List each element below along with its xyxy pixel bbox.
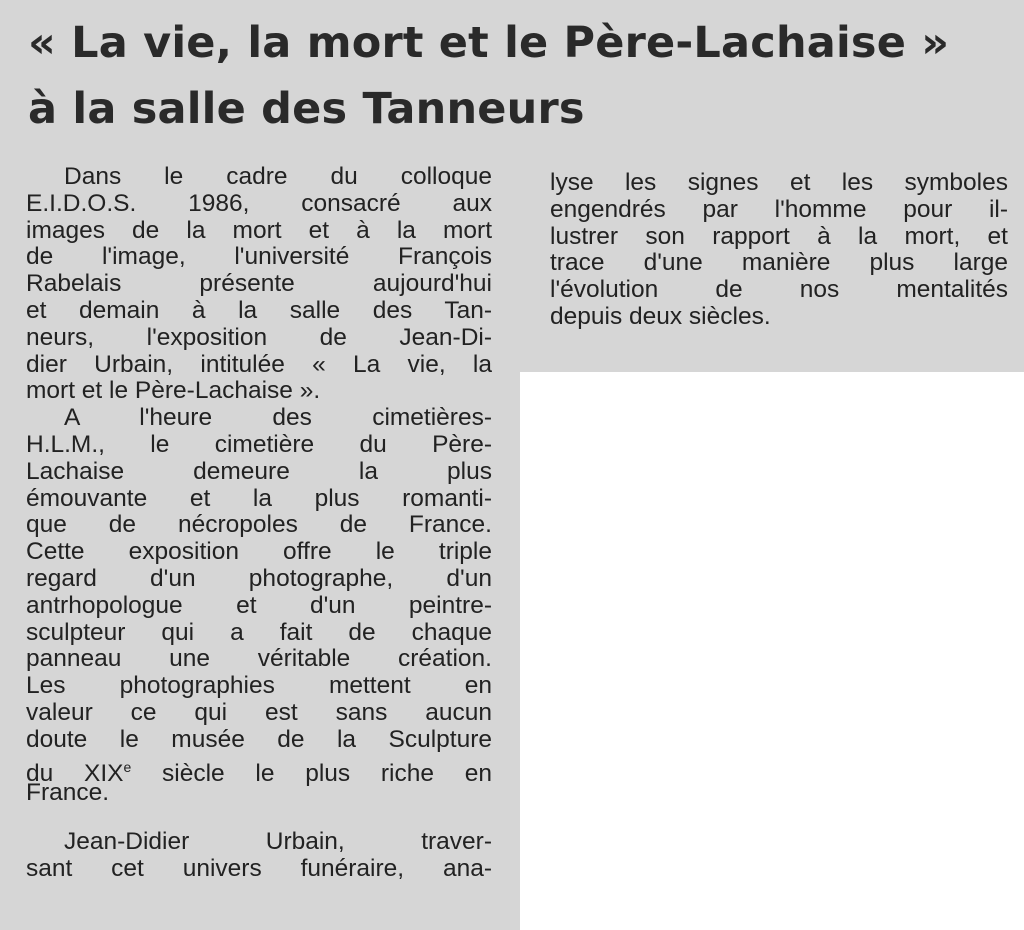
text-line: doute le musée de la Sculpture xyxy=(26,725,492,753)
text-line: panneau une véritable création. xyxy=(26,645,492,673)
xix-numeral: du XIX xyxy=(26,759,124,787)
text-line: lustrer son rapport à la mort, et xyxy=(550,222,1008,250)
text-line: sculpteur qui a fait de chaque xyxy=(26,618,492,646)
text-line: Jean-Didier Urbain, traver- xyxy=(64,828,492,856)
ordinal-suffix: e xyxy=(123,758,132,775)
paragraph-3-continued xyxy=(550,170,1008,331)
text-line: Dans le cadre du colloque xyxy=(64,163,492,190)
text-line: valeur ce qui est sans aucun xyxy=(26,698,492,726)
xix-rest: siècle le plus riche en xyxy=(131,759,492,787)
text-line: depuis deux siècles. xyxy=(550,302,771,330)
text-line: images de la mort et à la mort xyxy=(26,216,492,244)
paragraph-2 xyxy=(26,405,492,807)
paragraph-3 xyxy=(26,829,492,883)
text-line: trace d'une manière plus large xyxy=(550,249,1008,277)
text-line: Les photographies mettent en xyxy=(26,672,492,700)
text-line: H.L.M., le cimetière du Père- xyxy=(26,430,492,458)
text-line: l'évolution de nos mentalités xyxy=(550,276,1008,304)
headline-line-1: « La vie, la mort et le Père-Lachaise » xyxy=(28,18,950,68)
text-line: émouvante et la plus romanti- xyxy=(26,484,492,512)
headline-line-2: à la salle des Tanneurs xyxy=(28,84,585,134)
article-column-right xyxy=(550,170,1008,331)
text-line: et demain à la salle des Tan- xyxy=(26,296,492,324)
text-line: France. xyxy=(26,779,110,807)
text-line: sant cet univers funéraire, ana- xyxy=(26,854,492,882)
text-line: de l'image, l'université François xyxy=(26,243,492,271)
article-headline xyxy=(28,10,1008,142)
paragraph-1 xyxy=(26,164,492,405)
article-column-left xyxy=(26,164,492,883)
text-line: antrhopologue et d'un peintre- xyxy=(26,591,492,619)
text-line: dier Urbain, intitulée « La vie, la xyxy=(26,350,492,378)
text-line: Cette exposition offre le triple xyxy=(26,538,492,566)
text-line: que de nécropoles de France. xyxy=(26,511,492,539)
text-line: mort et le Père-Lachaise ». xyxy=(26,377,321,405)
text-line: Rabelais présente aujourd'hui xyxy=(26,270,492,298)
text-line: A l'heure des cimetières- xyxy=(64,404,492,432)
text-line-xix xyxy=(26,754,492,787)
text-line: lyse les signes et les symboles xyxy=(550,169,1008,196)
paragraph-gap xyxy=(26,807,492,829)
text-line: engendrés par l'homme pour il- xyxy=(550,195,1008,223)
text-line: E.I.D.O.S. 1986, consacré aux xyxy=(26,189,492,217)
text-line: regard d'un photographe, d'un xyxy=(26,564,492,592)
text-line: neurs, l'exposition de Jean-Di- xyxy=(26,323,492,351)
text-line: Lachaise demeure la plus xyxy=(26,457,492,485)
